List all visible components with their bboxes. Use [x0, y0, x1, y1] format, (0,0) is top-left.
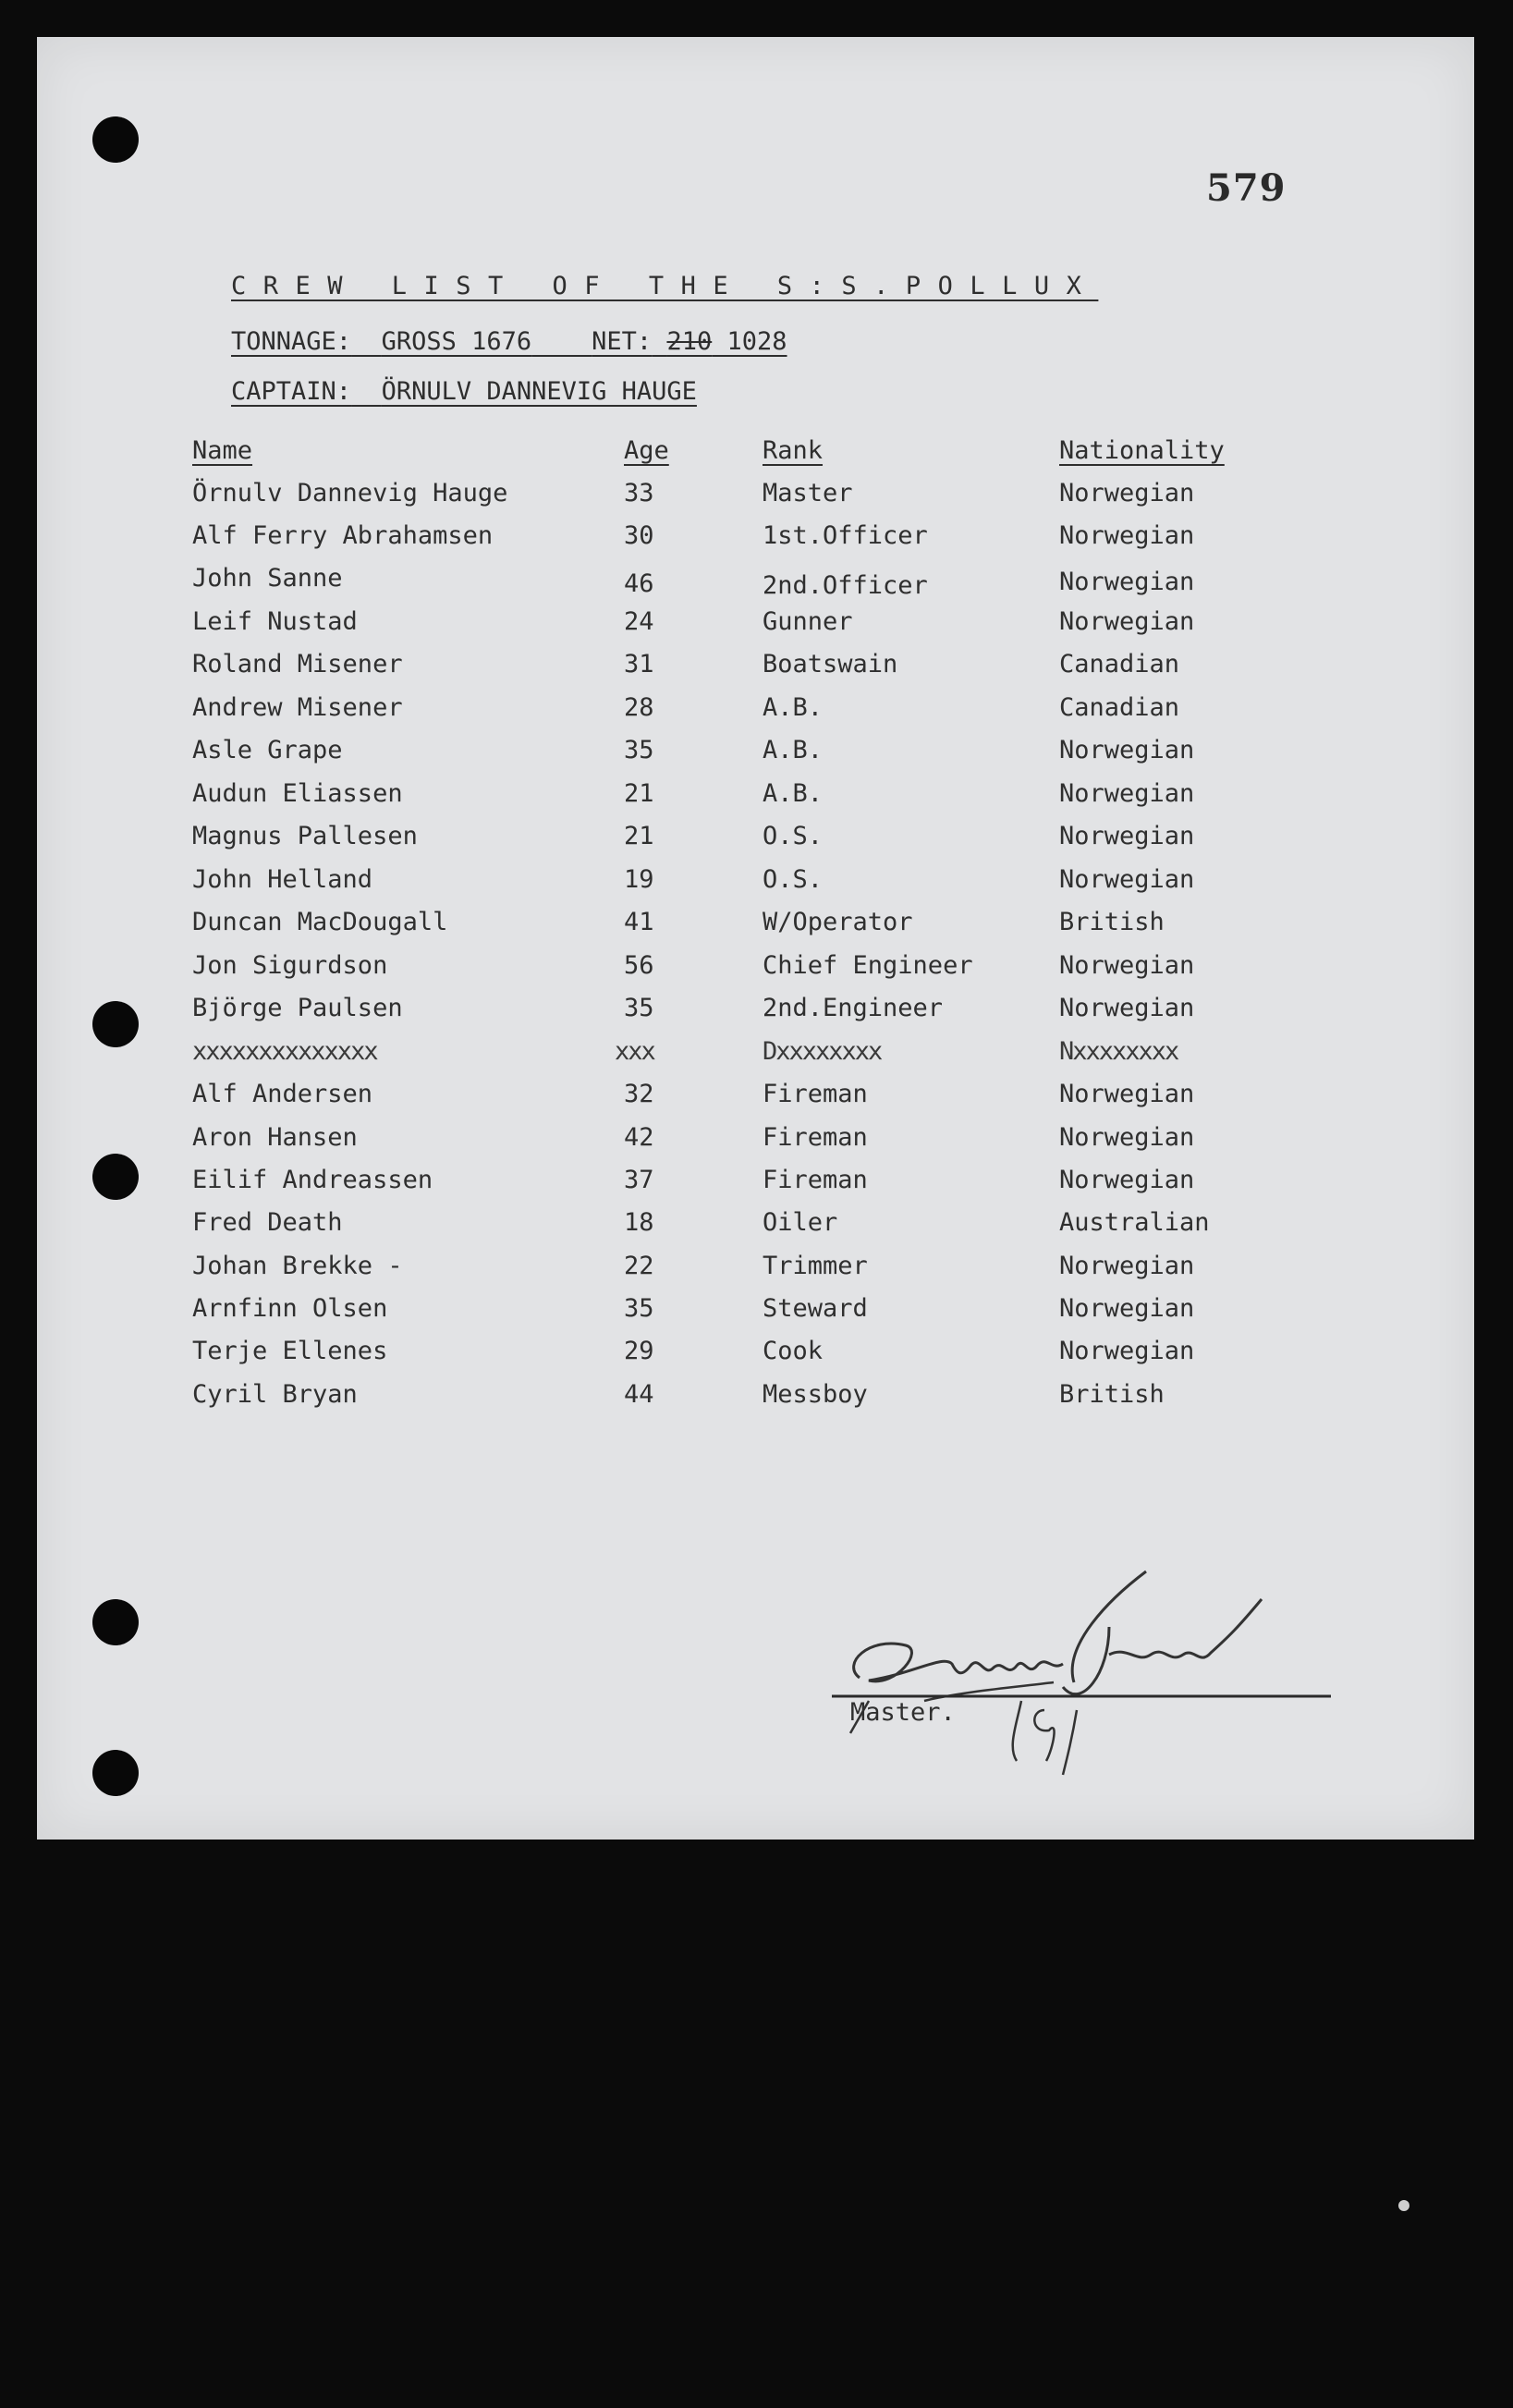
crew-age: 33: [624, 479, 654, 507]
crew-rank: O.S.: [763, 865, 824, 894]
net-label: NET:: [592, 327, 653, 356]
crew-name: Leif Nustad: [192, 607, 358, 636]
crew-nationality: Norwegian: [1059, 521, 1195, 550]
crew-row: [37, 1294, 1474, 1331]
crew-nationality: Australian: [1059, 1208, 1210, 1237]
crew-row: [37, 1380, 1474, 1417]
crew-name: Audun Eliassen: [192, 779, 403, 808]
crew-row: [37, 908, 1474, 945]
crew-row: [37, 779, 1474, 816]
crew-rank: Trimmer: [763, 1252, 868, 1280]
crew-age: 32: [624, 1080, 654, 1108]
crew-age: 35: [624, 1294, 654, 1323]
crew-rank: Messboy: [763, 1380, 868, 1409]
crew-nationality: Norwegian: [1059, 951, 1195, 980]
crew-name: Asle Grape: [192, 736, 343, 764]
crew-age: xxx: [615, 1037, 654, 1066]
crew-row: [37, 822, 1474, 859]
crew-rank: Fireman: [763, 1123, 868, 1152]
crew-name: Andrew Misener: [192, 693, 403, 722]
crew-nationality: Norwegian: [1059, 822, 1195, 850]
crew-nationality: Norwegian: [1059, 865, 1195, 894]
crew-age: 37: [624, 1166, 654, 1194]
crew-age: 35: [624, 736, 654, 764]
crew-nationality: British: [1059, 1380, 1165, 1409]
crew-rank: W/Operator: [763, 908, 913, 936]
crew-rank: Master: [763, 479, 853, 507]
crew-age: 31: [624, 650, 654, 678]
net-struck-value: 210: [666, 327, 713, 356]
crew-rank: 2nd.Officer: [763, 571, 928, 600]
crew-rank: 1st.Officer: [763, 521, 928, 550]
crew-row: [37, 479, 1474, 516]
crew-rank: A.B.: [763, 736, 824, 764]
net-tonnage: 1028: [726, 327, 787, 356]
crew-nationality: Canadian: [1059, 650, 1180, 678]
captain-name: ÖRNULV DANNEVIG HAUGE: [381, 377, 697, 406]
crew-age: 29: [624, 1337, 654, 1365]
crew-rank: Gunner: [763, 607, 853, 636]
crew-rank: Boatswain: [763, 650, 898, 678]
crew-row: [37, 1123, 1474, 1160]
crew-age: 22: [624, 1252, 654, 1280]
crew-nationality: Canadian: [1059, 693, 1180, 722]
crew-name: Duncan MacDougall: [192, 908, 448, 936]
crew-name: Eilif Andreassen: [192, 1166, 433, 1194]
crew-nationality: Norwegian: [1059, 994, 1195, 1022]
crew-row: [37, 693, 1474, 730]
crew-name: Cyril Bryan: [192, 1380, 358, 1409]
tonnage-line: [231, 327, 787, 356]
crew-row: [37, 1080, 1474, 1117]
captain-label: CAPTAIN:: [231, 377, 352, 406]
crew-age: 24: [624, 607, 654, 636]
punch-hole: [92, 1750, 139, 1796]
crew-name: Aron Hansen: [192, 1123, 358, 1152]
crew-age: 35: [624, 994, 654, 1022]
document-page: [37, 37, 1474, 1840]
column-header-name: Name: [192, 436, 253, 465]
crew-nationality: Norwegian: [1059, 1337, 1195, 1365]
crew-nationality: Norwegian: [1059, 1123, 1195, 1152]
crew-name: Johan Brekke -: [192, 1252, 403, 1280]
crew-row: [37, 1252, 1474, 1289]
crew-row-crossed-out: [37, 1037, 1474, 1074]
crew-nationality: Norwegian: [1059, 479, 1195, 507]
crew-nationality: Nxxxxxxxx: [1059, 1037, 1178, 1066]
crew-row: [37, 994, 1474, 1031]
crew-nationality: Norwegian: [1059, 607, 1195, 636]
crew-nationality: British: [1059, 908, 1165, 936]
crew-rank: Fireman: [763, 1080, 868, 1108]
crew-age: 21: [624, 822, 654, 850]
crew-age: 21: [624, 779, 654, 808]
crew-rank: Dxxxxxxxx: [763, 1037, 882, 1066]
crew-row: [37, 865, 1474, 902]
crew-nationality: Norwegian: [1059, 1252, 1195, 1280]
crew-row: [37, 607, 1474, 644]
crew-rank: 2nd.Engineer: [763, 994, 944, 1022]
crew-age: 56: [624, 951, 654, 980]
crew-age: 18: [624, 1208, 654, 1237]
crew-name: Björge Paulsen: [192, 994, 403, 1022]
captain-line: [231, 377, 697, 406]
crew-name: John Sanne: [192, 564, 343, 593]
column-header-rank: Rank: [763, 436, 824, 465]
crew-name: Alf Andersen: [192, 1080, 373, 1108]
column-header-nationality: Nationality: [1059, 436, 1225, 465]
crew-name: Fred Death: [192, 1208, 343, 1237]
crew-name: Magnus Pallesen: [192, 822, 418, 850]
crew-row: [37, 1208, 1474, 1245]
crew-name: John Helland: [192, 865, 373, 894]
crew-name: Örnulv Dannevig Hauge: [192, 479, 508, 507]
crew-age: 46: [624, 569, 654, 598]
crew-nationality: Norwegian: [1059, 736, 1195, 764]
master-label: Master.: [850, 1698, 956, 1727]
punch-hole: [92, 1599, 139, 1645]
crew-nationality: Norwegian: [1059, 568, 1195, 596]
crew-nationality: Norwegian: [1059, 1080, 1195, 1108]
crew-row: [37, 1337, 1474, 1374]
tonnage-label: TONNAGE:: [231, 327, 352, 356]
crew-nationality: Norwegian: [1059, 779, 1195, 808]
page-number: 579: [1206, 166, 1287, 210]
crew-name: Roland Misener: [192, 650, 403, 678]
crew-row: [37, 650, 1474, 687]
crew-rank: Cook: [763, 1337, 824, 1365]
crew-rank: A.B.: [763, 693, 824, 722]
crew-name: xxxxxxxxxxxxxx: [192, 1037, 377, 1066]
page-title: CREW LIST OF THE S:S.POLLUX: [231, 272, 1099, 300]
crew-rank: O.S.: [763, 822, 824, 850]
crew-name: Jon Sigurdson: [192, 951, 388, 980]
master-signature: [832, 1562, 1349, 1784]
crew-row: [37, 736, 1474, 773]
crew-nationality: Norwegian: [1059, 1294, 1195, 1323]
punch-hole: [92, 116, 139, 163]
crew-row: [37, 521, 1474, 558]
crew-age: 44: [624, 1380, 654, 1409]
crew-age: 42: [624, 1123, 654, 1152]
crew-age: 19: [624, 865, 654, 894]
crew-rank: Chief Engineer: [763, 951, 973, 980]
scan-artifact: [1398, 2200, 1409, 2211]
crew-age: 41: [624, 908, 654, 936]
crew-row: [37, 564, 1474, 601]
crew-nationality: Norwegian: [1059, 1166, 1195, 1194]
crew-name: Arnfinn Olsen: [192, 1294, 388, 1323]
crew-rank: Fireman: [763, 1166, 868, 1194]
crew-rank: A.B.: [763, 779, 824, 808]
crew-age: 30: [624, 521, 654, 550]
column-header-age: Age: [624, 436, 669, 465]
crew-rank: Oiler: [763, 1208, 838, 1237]
crew-rank: Steward: [763, 1294, 868, 1323]
crew-age: 28: [624, 693, 654, 722]
crew-name: Terje Ellenes: [192, 1337, 388, 1365]
gross-tonnage: GROSS 1676: [381, 327, 532, 356]
crew-name: Alf Ferry Abrahamsen: [192, 521, 494, 550]
crew-row: [37, 1166, 1474, 1203]
crew-row: [37, 951, 1474, 988]
